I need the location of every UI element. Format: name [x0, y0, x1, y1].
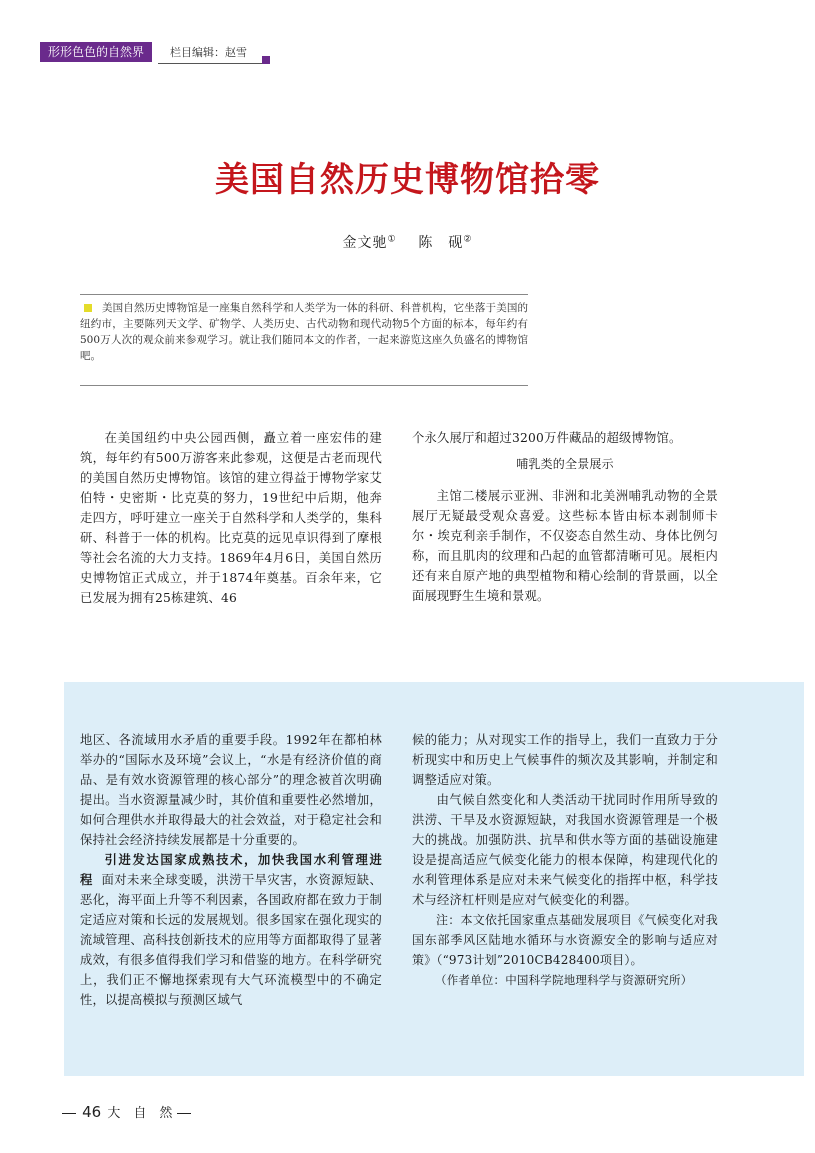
abstract-top-rule	[80, 294, 528, 295]
section-tag: 形形色色的自然界	[40, 42, 152, 62]
footer-dash	[62, 1113, 76, 1114]
page-number: 46	[82, 1103, 102, 1121]
column-right-top	[412, 428, 718, 606]
paragraph-text: 面对未来全球变暖，洪涝干旱灾害，水资源短缺、恶化，海平面上升等不利因素，各国政府都在致力于制定适应对策和长远的发展规划。很多国家在强化现实的流域管理、高科技创新技术的应用等方面都取得了显著成效，有很多值得我们学习和借鉴的地方。在科学研究上，我们正不懈地探索现有大气环流模型中的不确定性，以提高模拟与预测区域气	[80, 873, 382, 1007]
magazine-name: 大 自 然	[107, 1106, 173, 1121]
author-2-mark: ②	[463, 234, 473, 245]
abstract: 美国自然历史博物馆是一座集自然科学和人类学为一体的科研、科普机构，它坐落于美国的纽约市，主要陈列天文学、矿物学、人类历史、古代动物和现代动物5个方面的标本，每年约有500万人次的观众前来参观学习。就让我们随同本文的作者，一起来游览这座久负盛名的博物馆吧。	[80, 302, 528, 362]
paragraph: 由气候自然变化和人类活动干扰同时作用所导致的洪涝、干旱及水资源短缺，对我国水资源管理是一个极大的挑战。加强防洪、抗旱和供水等方面的基础设施建设是提高适应气候变化能力的根本保障，构建现代化的水利管理体系是应对未来气候变化的指挥中枢，科学技术与经济杠杆则是应对气候变化的利器。	[412, 793, 718, 907]
header-rule	[158, 63, 268, 64]
authors	[0, 232, 815, 252]
paragraph-with-heading	[80, 850, 382, 1010]
column-left-top	[80, 428, 382, 608]
paragraph: 主馆二楼展示亚洲、非洲和北美洲哺乳动物的全景展厅无疑最受观众喜爱。这些标本皆由标本剥制师卡尔・埃克利亲手制作，不仅姿态自然生动、身体比例匀称，而且肌肉的纹理和凸起的血管都清晰可见。展柜内还有来自原产地的典型植物和精心绘制的背景画，以全面展现野生生境和景观。	[412, 489, 718, 603]
paragraph: 在美国纽约中央公园西侧，矗立着一座宏伟的建筑，每年约有500万游客来此参观，这便是古老而现代的美国自然历史博物馆。该馆的建立得益于博物学家艾伯特・史密斯・比克莫的努力，19世纪中后期，他奔走四方，呼吁建立一座关于自然科学和人类学的，集科研、科普于一体的机构。比克莫的远见卓识得到了摩根等社会名流的大力支持。1869年4月6日，美国自然历史博物馆正式成立，并于1874年奠基。百余年来，它已发展为拥有25栋建筑、46	[80, 431, 382, 605]
funding-note: 注：本文依托国家重点基础发展项目《气候变化对我国东部季风区陆地水循环与水资源安全的影响与适应对策》（“973计划”2010CB428400项目）。	[412, 913, 718, 967]
header-square-icon	[262, 56, 270, 64]
footer-dash	[177, 1113, 191, 1114]
bold-heading: 引进发达国家成熟技术，加快我国水利管理进程	[80, 853, 382, 887]
column-editor: 栏目编辑：赵雪	[170, 46, 247, 59]
paragraph-continuation: 个永久展厅和超过3200万件藏品的超级博物馆。	[412, 431, 682, 445]
page-footer	[62, 1102, 191, 1121]
section-heading: 哺乳类的全景展示	[516, 457, 614, 471]
author-2: 陈 砚	[418, 235, 464, 251]
author-affiliation: （作者单位：中国科学院地理科学与资源研究所）	[435, 973, 693, 987]
article-title: 美国自然历史博物馆拾零	[215, 160, 600, 200]
abstract-bottom-rule	[80, 385, 528, 386]
author-1: 金文驰	[342, 235, 388, 251]
paragraph-continuation: 地区、各流域用水矛盾的重要手段。1992年在都柏林举办的“国际水及环境”会议上，“水是有经济价值的商品、是有效水资源管理的核心部分”的理念被首次明确提出。当水资源量减少时，其价值和重要性必然增加，如何合理供水并取得最大的社会效益，对于稳定社会和保持社会经济持续发展都是十分重要的。	[80, 733, 382, 847]
author-1-mark: ①	[387, 234, 397, 245]
paragraph-continuation: 候的能力；从对现实工作的指导上，我们一直致力于分析现实中和历史上气候事件的频次及其影响，并制定和调整适应对策。	[412, 733, 718, 787]
column-right-bottom	[412, 730, 718, 990]
column-left-bottom	[80, 730, 382, 1010]
